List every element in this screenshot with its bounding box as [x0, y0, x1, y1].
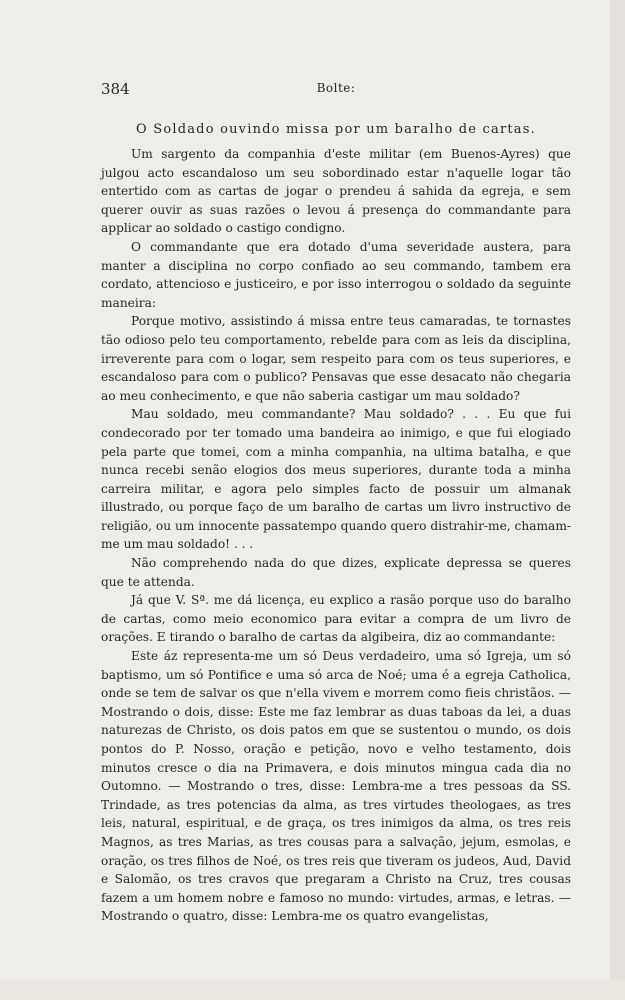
paragraph: Porque motivo, assistindo á missa entre teus camaradas, te tornastes tão odioso pelo teu comportamento, rebelde para com as leis da disciplina, irreverente para com o logar, sem respeito para com os teus superiores, e escandaloso para com o publico? Pensavas que esse desacato não chegaria ao meu conhecimento, e que não saberia castigar um mau soldado? — [101, 314, 571, 403]
page-edge-bottom — [0, 980, 625, 1000]
page-edge-right — [610, 0, 625, 1000]
running-head: Bolte: — [316, 81, 356, 95]
article-title: O Soldado ouvindo missa por um baralho de cartas. — [136, 122, 536, 137]
paragraph: O commandante que era dotado d'uma severidade austera, para manter a disciplina no corpo confiado ao seu commando, tambem era cordato, attencioso e justiceiro, e por isso interrogou o soldado da seguinte maneira: — [101, 239, 571, 310]
page-number: 384 — [101, 80, 130, 98]
paragraph: Um sargento da companhia d'este militar (em Buenos-Ayres) que julgou acto escandaloso um seu sobordinado estar n'aquelle logar tão entertido com as cartas de jogar o prendeu á sahida da egreja, e sem querer ouvir as suas razões o levou á presença do commandante para applicar ao soldado o castigo condigno. — [101, 147, 571, 236]
paragraph: Não comprehendo nada do que dizes, explicate depressa se queres que te attenda. — [101, 556, 571, 589]
paragraph: Já que V. Sª. me dá licença, eu explico a rasão porque uso do baralho de cartas, como meio economico para evitar a compra de um livro de orações. E tirando o baralho de cartas da algibeira, diz ao commandante: — [101, 593, 571, 645]
article-body — [101, 145, 571, 926]
paragraph: Este áz representa-me um só Deus verdadeiro, uma só Igreja, um só baptismo, um só Pontifice e uma só arca de Noé; uma é a egreja Catholica, onde se tem de salvar os que n'ella vivem e morrem como fieis christãos. — Mostrando o dois, disse: Este me faz lembrar as duas taboas da lei, a duas naturezas de Christo, os dois patos em que se sustentou o mundo, os dois pontos do P. Nosso, oração e petição, novo e velho testamento, dois minutos cresce o dia na Primavera, e dois minutos mingua cada dia no Outomno. — Mostrando o tres, disse: Lembra-me a tres pessoas da SS. Trindade, as tres potencias da alma, as tres virtudes theologaes, as tres leis, natural, espiritual, e de graça, os tres inimigos da alma, os tres reis Magnos, as tres Marias, as tres cousas para a salvação, jejum, esmolas, e oração, os tres filhos de Noé, os tres reis que tiveram os judeos, Aud, David e Salomão, os tres cravos que pregaram a Christo na Cruz, tres cousas fazem a um homem nobre e famoso no mundo: virtudes, armas, e letras. — Mostrando o quatro, disse: Lembra-me os quatro evangelistas, — [101, 649, 571, 924]
page-header — [101, 80, 571, 100]
paragraph: Mau soldado, meu commandante? Mau soldado? . . . Eu que fui condecorado por ter tomado uma bandeira ao inimigo, e que fui elogiado pela parte que tomei, com a minha companhia, na ultima batalha, e que nunca recebi senão elogios dos meus superiores, durante toda a minha carreira militar, e agora pelo simples facto de possuir um almanak illustrado, ou porque faço de um baralho de cartas um livro instructivo de religião, ou um innocente passatempo quando quero distrahir-me, chamam-me um mau soldado! . . . — [101, 407, 571, 552]
